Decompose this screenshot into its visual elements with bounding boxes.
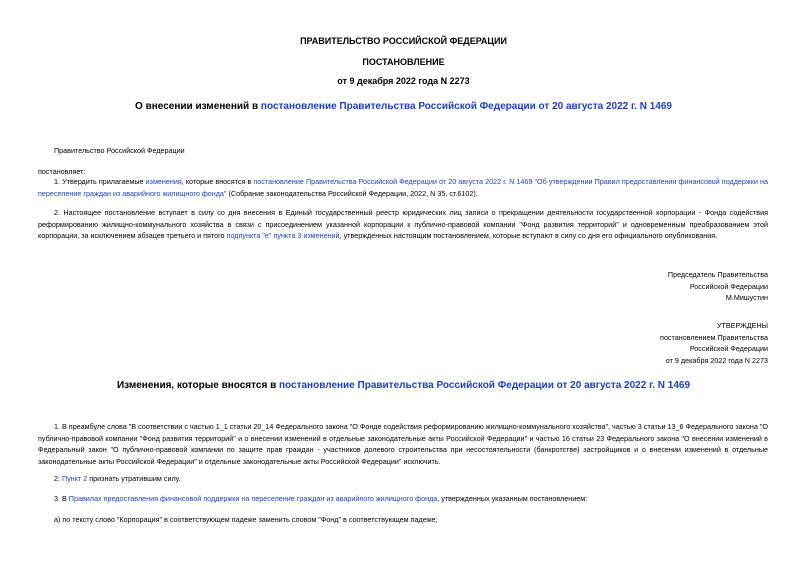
header-date-number: от 9 декабря 2022 года N 2273 bbox=[337, 76, 470, 86]
change-3-text-a: 3. В bbox=[54, 494, 69, 503]
header-government: ПРАВИТЕЛЬСТВО РОССИЙСКОЙ ФЕДЕРАЦИИ bbox=[300, 36, 507, 46]
signature-line-2: Российской Федерации bbox=[689, 281, 768, 291]
item-1-text-c: (Собрание законодательства Российской Федерации, 2022, N 35, ст.6102). bbox=[226, 188, 478, 198]
item-2-text-b: , утвержденных настоящим постановлением, которые вступают в силу со дня его официального опубликования. bbox=[339, 231, 718, 240]
changes-title-link[interactable]: постановление Правительства Российской Федерации от 20 августа 2022 г. N 1469 bbox=[279, 380, 691, 391]
change-1-paragraph: 1. В преамбуле слова "В соответствии с частью 1_1 статьи 20_14 Федерального закона "О Фонде содействия реформированию жилищно-коммунального хозяйства", частью 3 статьи 13_6 Федерального закона "О публично-правовой компании "Фонд развития территорий" и о внесении изменений в отдельные законодательные акты Российской Федерации" и частью 16 статьи 23 Федерального закона "О внесении изменений в Федеральный закон "О публично-правовой компании по защите прав граждан - участников долевого строительства при несостоятельности (банкротстве) застройщиков и о внесении изменений в отдельные законодательные акты Российской Федерации" и отдельные законодательные акты Российской Федерации" исключить. bbox=[38, 422, 768, 466]
item-1-text-a: 1. Утвердить прилагаемые bbox=[54, 177, 146, 186]
change-2-text-a: 2. bbox=[54, 474, 62, 483]
item-2-paragraph bbox=[38, 207, 768, 242]
approval-line-3: Российской Федерации bbox=[689, 344, 768, 353]
signature-line-3: М.Мишустин bbox=[725, 293, 768, 302]
change-3-link-rules[interactable]: Правилах предоставления финансовой поддержки на переселение граждан из аварийного жилищного фонда bbox=[68, 494, 438, 503]
change-3-text-b: , утвержденных указанным постановлением: bbox=[437, 494, 588, 503]
change-2-text-b: признать утратившим силу. bbox=[87, 474, 181, 483]
changes-title-prefix: Изменения, которые вносятся в bbox=[116, 380, 280, 391]
signature-block bbox=[500, 269, 768, 304]
document-title-prefix: О внесении изменений в bbox=[135, 101, 261, 112]
change-2-link-point[interactable]: Пункт 2 bbox=[62, 474, 88, 483]
signature-line-1: Председатель Правительства bbox=[667, 270, 768, 279]
item-1-link-changes[interactable]: изменения bbox=[145, 177, 182, 186]
changes-title bbox=[0, 380, 807, 391]
item-2-link-subpoint[interactable]: подпункта "е" пункта 3 изменений bbox=[226, 231, 340, 240]
approval-line-1: УТВЕРЖДЕНЫ bbox=[716, 321, 768, 330]
document-title-link[interactable]: постановление Правительства Российской Федерации от 20 августа 2022 г. N 1469 bbox=[260, 101, 672, 112]
resolves-text: постановляет: bbox=[38, 167, 86, 176]
approval-block bbox=[500, 320, 768, 366]
change-2-paragraph bbox=[54, 473, 768, 485]
document-title bbox=[0, 101, 807, 112]
government-name: Правительство Российской Федерации bbox=[54, 146, 185, 155]
approval-line-2: постановлением Правительства bbox=[660, 332, 768, 342]
change-3-paragraph bbox=[54, 493, 768, 505]
approval-line-4: от 9 декабря 2022 года N 2273 bbox=[665, 355, 768, 365]
change-3a-paragraph: а) по тексту слово "Корпорация" в соответствующем падеже заменить словом "Фонд" в соответствующем падеже; bbox=[54, 515, 438, 524]
item-1-paragraph bbox=[38, 176, 768, 199]
item-1-text-b: , которые вносятся в bbox=[181, 177, 254, 186]
header-doc-type: ПОСТАНОВЛЕНИЕ bbox=[362, 57, 445, 67]
item-2-text-a: 2. Настоящее постановление вступает в силу со дня внесения в Единый государственный реестр юридических лиц записи о прекращении деятельности государственной корпорации - Фонда содействия реформированию жилищно-коммунального хозяйства в связи с присоединением указанной корпорации к публично-правовой компании "Фонд развития территорий" и одновременным преобразованием этой корпорации, за исключением абзацев третьего и пятого bbox=[38, 208, 768, 240]
item-1-link-resolution[interactable]: постановление Правительства Российской Федерации от 20 августа 2022 г. N 1469 "Об утверждении Правил предоставления финансовой поддержки на переселение граждан из аварийного жилищного фонда" bbox=[38, 177, 768, 198]
